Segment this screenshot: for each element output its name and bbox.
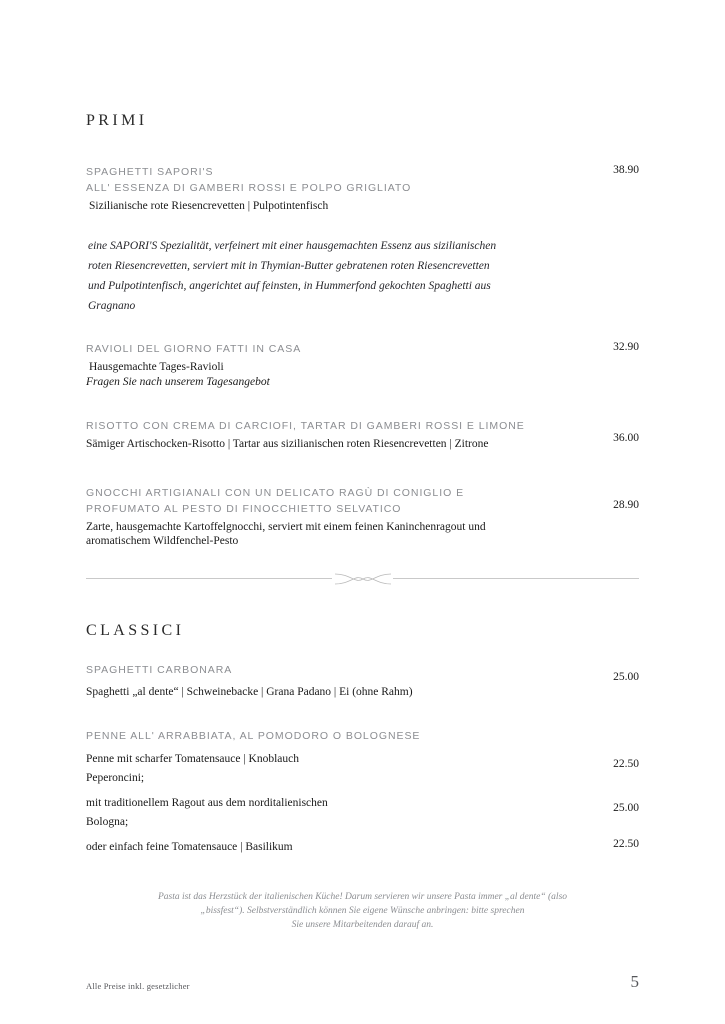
divider-ornament-icon bbox=[333, 572, 393, 590]
menu-item-price: 36.00 bbox=[613, 432, 639, 444]
menu-item-description: Spaghetti „al dente“ | Schweinebacke | Grana Padano | Ei (ohne Rahm) bbox=[86, 686, 413, 698]
menu-item-title-line2: PROFUMATO AL PESTO DI FINOCCHIETTO SELVATICO bbox=[86, 503, 402, 515]
menu-item-text bbox=[86, 341, 572, 390]
menu-item-description: Sämiger Artischocken-Risotto | Tartar aus sizilianischen roten Riesencrevetten | Zitrone bbox=[86, 438, 489, 450]
menu-item-description: Hausgemachte Tages-Ravioli bbox=[89, 361, 224, 373]
variant-price: 25.00 bbox=[613, 802, 639, 814]
menu-item-price: 32.90 bbox=[613, 341, 639, 353]
menu-item-arrabbiata bbox=[86, 728, 639, 857]
footnote-line-1: Pasta ist das Herzstück der italienischen Küche! Darum servieren wir unsere Pasta immer „al dente“ (also bbox=[157, 892, 568, 902]
menu-item-title-line1: RAVIOLI DEL GIORNO FATTI IN CASA bbox=[86, 343, 302, 355]
pasta-footnote bbox=[86, 890, 639, 932]
menu-item-carbonara bbox=[86, 662, 639, 700]
menu-item-ravioli bbox=[86, 341, 639, 390]
menu-item-title-line1: SPAGHETTI CARBONARA bbox=[86, 664, 233, 676]
variant-line: Peperoncini; bbox=[86, 772, 145, 784]
section-divider bbox=[86, 572, 639, 584]
menu-item-title-line1: RISOTTO CON CREMA DI CARCIOFI, TARTAR DI GAMBERI ROSSI E LIMONE bbox=[86, 420, 525, 432]
footnote-line-2: „bissfest“). Selbstverständlich können Sie eigene Wünsche anbringen: bitte sprechen bbox=[200, 906, 525, 916]
menu-item-variant bbox=[86, 838, 639, 857]
variant-text bbox=[86, 838, 572, 857]
variant-line: Penne mit scharfer Tomatensauce | Knoblauch bbox=[86, 753, 300, 765]
menu-item-spaghetti-saporis bbox=[86, 164, 639, 316]
section-title-primi: PRIMI bbox=[86, 112, 148, 129]
footer-legal-text: Alle Preise inkl. gesetzlicher bbox=[86, 981, 190, 991]
variant-price: 22.50 bbox=[613, 838, 639, 850]
menu-item-gnocchi bbox=[86, 485, 639, 548]
divider-line-left bbox=[86, 578, 332, 579]
variant-line: mit traditionellem Ragout aus dem norditalienischen bbox=[86, 797, 328, 809]
menu-item-long-note: eine SAPORI'S Spezialität, verfeinert mit einer hausgemachten Essenz aus sizilianischen roten Riesencrevetten, serviert mit in Thymian-Butter gebratenen roten Riesencrevetten und Pulpotintenfisch, angerichtet auf feinsten, in Hummerfond gekochten Spaghetti aus Gragnano bbox=[88, 240, 497, 312]
menu-item-price: 25.00 bbox=[613, 671, 639, 683]
variant-line: oder einfach feine Tomatensauce | Basilikum bbox=[86, 841, 293, 853]
menu-item-text bbox=[86, 418, 572, 452]
menu-item-title-line2: ALL' ESSENZA DI GAMBERI ROSSI E POLPO GRIGLIATO bbox=[86, 182, 412, 194]
menu-item-description: Sizilianische rote Riesencrevetten | Pulpotintenfisch bbox=[89, 200, 329, 212]
menu-item-text bbox=[86, 485, 572, 548]
variant-line: Bologna; bbox=[86, 816, 129, 828]
variant-text bbox=[86, 794, 572, 832]
menu-item-title-line1: PENNE ALL' ARRABBIATA, AL POMODORO O BOLOGNESE bbox=[86, 730, 421, 742]
menu-item-risotto bbox=[86, 418, 639, 452]
footnote-line-3: Sie unsere Mitarbeitenden darauf an. bbox=[291, 920, 434, 930]
menu-item-price: 38.90 bbox=[613, 164, 639, 176]
menu-item-price: 28.90 bbox=[613, 499, 639, 511]
variant-price: 22.50 bbox=[613, 758, 639, 770]
section-title-classici: CLASSICI bbox=[86, 622, 185, 639]
menu-item-title-line1: SPAGHETTI SAPORI'S bbox=[86, 166, 214, 178]
variant-text bbox=[86, 750, 572, 788]
menu-item-text bbox=[86, 164, 572, 214]
divider-line-right bbox=[393, 578, 639, 579]
menu-item-description-line1: Zarte, hausgemachte Kartoffelgnocchi, serviert mit einem feinen Kaninchenragout und bbox=[86, 521, 486, 533]
menu-item-text bbox=[86, 662, 572, 700]
menu-item-note: Fragen Sie nach unserem Tagesangebot bbox=[86, 376, 270, 388]
menu-item-variant bbox=[86, 794, 639, 832]
menu-item-variant bbox=[86, 750, 639, 788]
menu-item-title-line1: GNOCCHI ARTIGIANALI CON UN DELICATO RAGÙ DI CONIGLIO E bbox=[86, 487, 465, 499]
menu-item-description-line2: aromatischem Wildfenchel-Pesto bbox=[86, 535, 239, 547]
page-number: 5 bbox=[630, 972, 639, 991]
